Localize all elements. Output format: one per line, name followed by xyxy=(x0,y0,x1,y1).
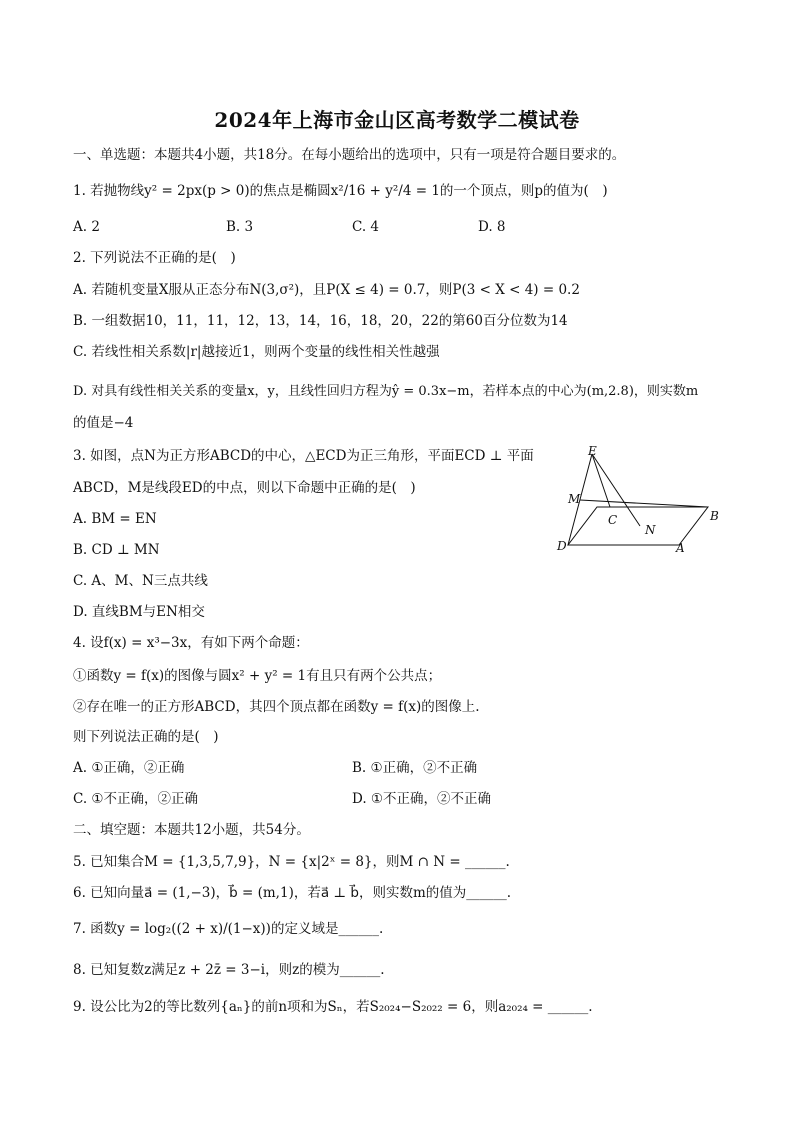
page-title: 2024年上海市金山区高考数学二模试卷 xyxy=(214,108,580,132)
question-4-option-b: B. ①正确，②不正确 xyxy=(352,760,478,776)
label-c: C xyxy=(608,513,618,527)
question-3-option-b: B. CD ⊥ MN xyxy=(73,542,160,558)
question-7: 7. 函数y = log₂((2 + x)/(1−x))的定义域是______. xyxy=(73,921,384,937)
label-m: M xyxy=(568,492,581,506)
question-4-option-a: A. ①正确，②正确 xyxy=(73,760,185,776)
question-2-option-d-line2: 的值是−4 xyxy=(73,415,134,431)
label-e: E xyxy=(588,444,597,458)
question-1-option-b: B. 3 xyxy=(226,219,254,235)
question-3-stem-line2: ABCD，M是线段ED的中点，则以下命题中正确的是( ) xyxy=(73,480,416,496)
question-1-option-d: D. 8 xyxy=(478,219,506,235)
question-1-option-a: A. 2 xyxy=(73,219,100,235)
question-3-option-a: A. BM = EN xyxy=(73,511,157,527)
question-2-option-c: C. 若线性相关系数|r|越接近1，则两个变量的线性相关性越强 xyxy=(73,344,440,360)
label-a: A xyxy=(676,541,685,555)
segment-mb xyxy=(580,500,708,507)
question-3-stem-line1: 3. 如图，点N为正方形ABCD的中心，△ECD为正三角形，平面ECD ⊥ 平面 xyxy=(73,448,534,464)
question-3-geometry-figure xyxy=(552,444,727,564)
question-2-option-d-line1: D. 对具有线性相关关系的变量x，y，且线性回归方程为ŷ = 0.3x−m，若样本点的中心为(m,2.8)，则实数m xyxy=(73,384,699,399)
section-heading-single-choice: 一、单选题：本题共4小题，共18分。在每小题给出的选项中，只有一项是符合题目要求的。 xyxy=(73,147,626,163)
question-1-option-c: C. 4 xyxy=(352,219,380,235)
question-9: 9. 设公比为2的等比数列{aₙ}的前n项和为Sₙ，若S₂₀₂₄−S₂₀₂₂ = 6，则a₂₀₂₄ = ______. xyxy=(73,999,593,1015)
label-b: B xyxy=(710,509,719,523)
question-5: 5. 已知集合M = {1,3,5,7,9}，N = {x|2ˣ = 8}，则M ∩ N = ______. xyxy=(73,854,510,870)
question-4-option-c: C. ①不正确，②正确 xyxy=(73,791,199,807)
question-4-ask: 则下列说法正确的是( ) xyxy=(73,729,219,745)
question-2-stem: 2. 下列说法不正确的是( ) xyxy=(73,250,236,266)
question-4-stem: 4. 设f(x) = x³−3x，有如下两个命题： xyxy=(73,635,309,651)
question-3-option-c: C. A、M、N三点共线 xyxy=(73,573,208,589)
question-4-option-d: D. ①不正确，②不正确 xyxy=(352,791,492,807)
question-8: 8. 已知复数z满足z + 2z̄ = 3−i，则z的模为______. xyxy=(73,962,385,978)
question-3-option-d: D. 直线BM与EN相交 xyxy=(73,604,205,620)
question-1-stem: 1. 若抛物线y² = 2px(p > 0)的焦点是椭圆x²/16 + y²/4 = 1的一个顶点，则p的值为( ) xyxy=(73,183,608,199)
label-d: D xyxy=(557,539,567,553)
question-2-option-a: A. 若随机变量X服从正态分布N(3,σ²)，且P(X ≤ 4) = 0.7，则P(3 < X < 4) = 0.2 xyxy=(73,282,580,298)
question-2-option-b: B. 一组数据10，11，11，12，13，14，16，18，20，22的第60百分位数为14 xyxy=(73,313,568,329)
square-abcd xyxy=(568,507,708,545)
edge-ec xyxy=(592,454,610,507)
question-6: 6. 已知向量a⃗ = (1,−3)，b⃗ = (m,1)，若a⃗ ⊥ b⃗，则实数m的值为______. xyxy=(73,885,512,901)
label-n: N xyxy=(645,523,656,537)
question-4-proposition-2: ②存在唯一的正方形ABCD，其四个顶点都在函数y = f(x)的图像上. xyxy=(73,699,480,715)
section-heading-fill-in: 二、填空题：本题共12小题，共54分。 xyxy=(73,822,310,838)
question-4-proposition-1: ①函数y = f(x)的图像与圆x² + y² = 1有且只有两个公共点； xyxy=(73,668,442,684)
